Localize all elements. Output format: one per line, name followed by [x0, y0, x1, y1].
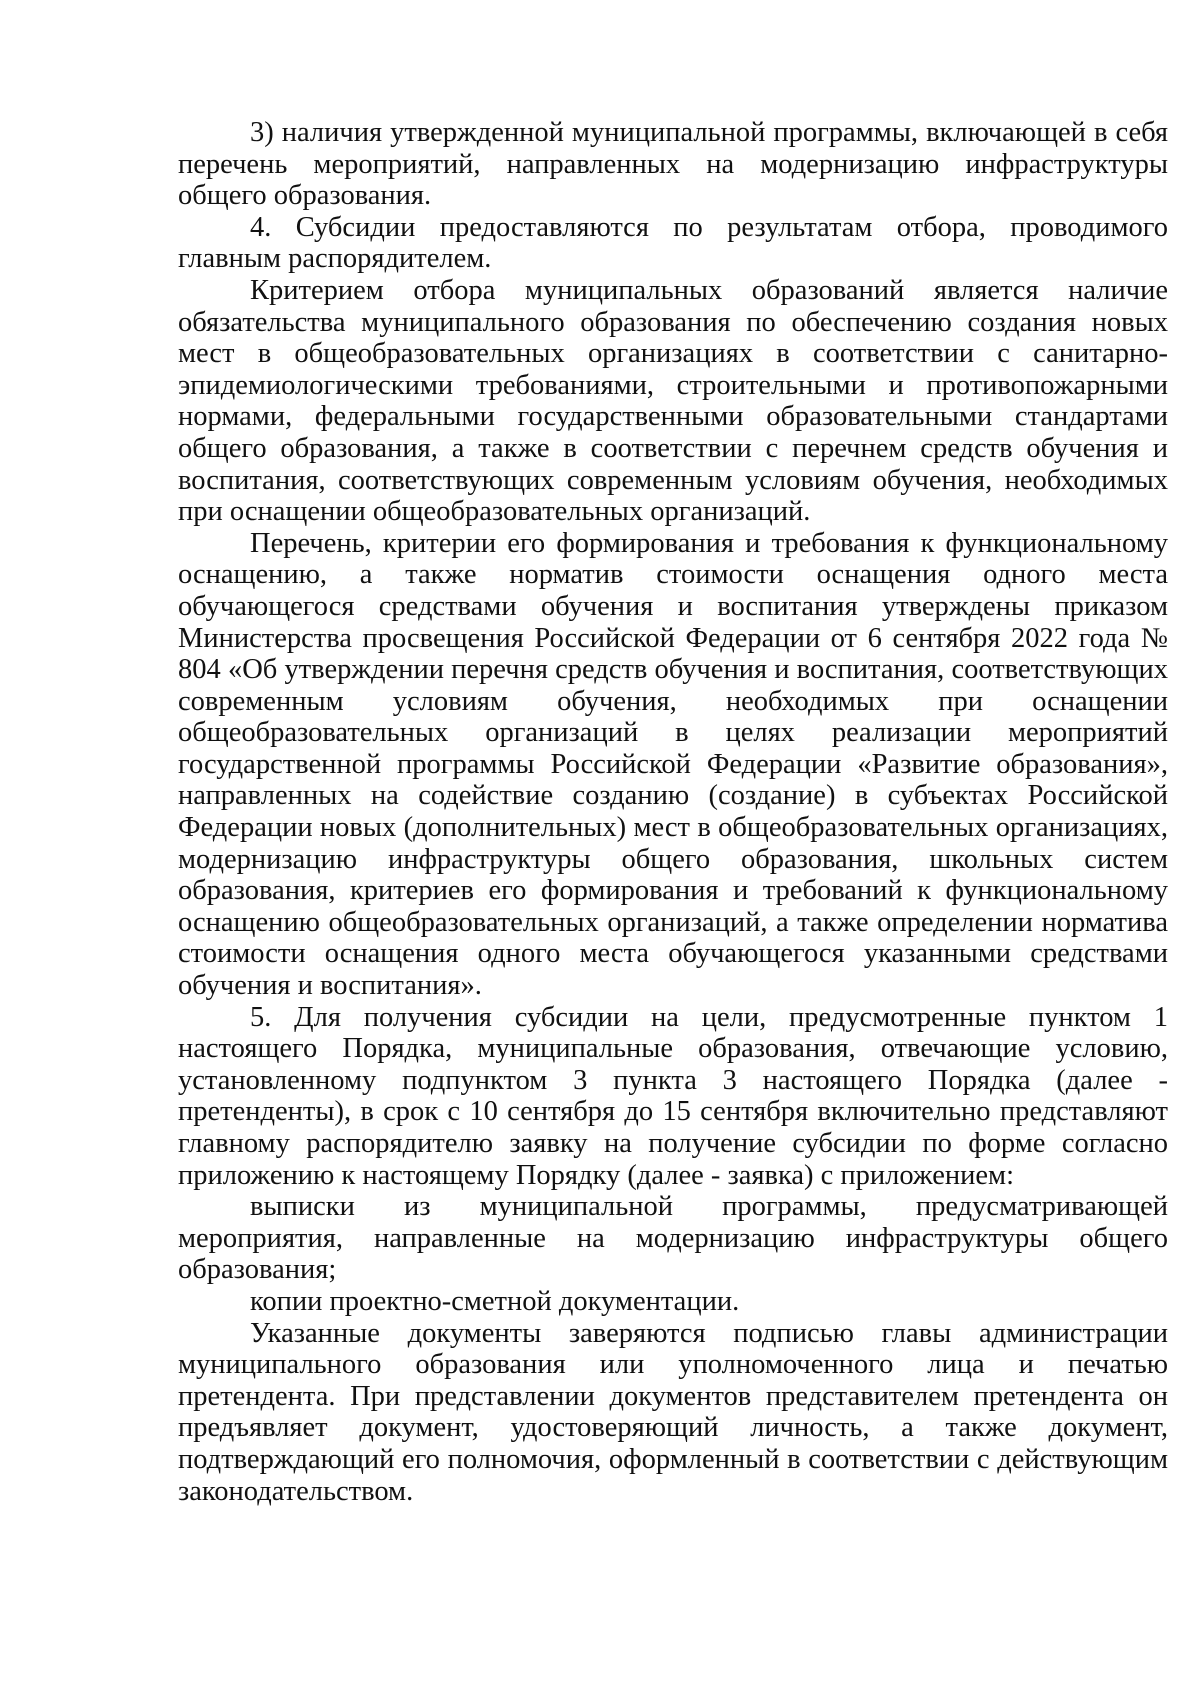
paragraph-clause-5: 5. Для получения субсидии на цели, предусмотренные пунктом 1 настоящего Порядка, муниципальные образования, отвечающие условию, установленному подпунктом 3 пункта 3 настоящего Порядка (далее - претенденты), в срок с 10 сентября до 15 сентября включительно представляют главному распорядителю заявку на получение субсидии по форме согласно приложению к настоящему Порядку (далее - заявка) с приложением: [178, 1001, 1168, 1191]
paragraph-clause-4: 4. Субсидии предоставляются по результатам отбора, проводимого главным распорядителем. [178, 211, 1168, 275]
paragraph-item-3: 3) наличия утвержденной муниципальной программы, включающей в себя перечень мероприятий, направленных на модернизацию инфраструктуры общего образования. [178, 117, 1168, 212]
paragraph-ministry-order: Перечень, критерии его формирования и требования к функциональному оснащению, а также норматив стоимости оснащения одного места обучающегося средствами обучения и воспитания утверждены приказом Министерства просвещения Российской Федерации от 6 сентября 2022 года № 804 «Об утверждении перечня средств обучения и воспитания, соответствующих современным условиям обучения, необходимых при оснащении общеобразовательных организаций в целях реализации мероприятий государственной программы Российской Федерации «Развитие образования», направленных на содействие созданию (создание) в субъектах Российской Федерации новых (дополнительных) мест в общеобразовательных организациях, модернизацию инфраструктуры общего образования, школьных систем образования, критериев его формирования и требований к функциональному оснащению общеобразовательных организаций, а также определении норматива стоимости оснащения одного места обучающегося указанными средствами обучения и воспитания». [178, 527, 1168, 1002]
paragraph-design-docs: копии проектно-сметной документации. [250, 1285, 740, 1317]
paragraph-program-extract: выписки из муниципальной программы, предусматривающей мероприятия, направленные на модернизацию инфраструктуры общего образования; [178, 1191, 1168, 1286]
paragraph-certification: Указанные документы заверяются подписью главы администрации муниципального образования или уполномоченного лица и печатью претендента. При представлении документов представителем претендента он предъявляет документ, удостоверяющий личность, а также документ, подтверждающий его полномочия, оформленный в соответствии с действующим законодательством. [178, 1317, 1168, 1507]
document-body [178, 117, 1168, 1507]
paragraph-selection-criterion: Критерием отбора муниципальных образований является наличие обязательства муниципального образования по обеспечению создания новых мест в общеобразовательных организациях в соответствии с санитарно-эпидемиологическими требованиями, строительными и противопожарными нормами, федеральными государственными образовательными стандартами общего образования, а также в соответствии с перечнем средств обучения и воспитания, соответствующих современным условиям обучения, необходимых при оснащении общеобразовательных организаций. [178, 274, 1168, 528]
